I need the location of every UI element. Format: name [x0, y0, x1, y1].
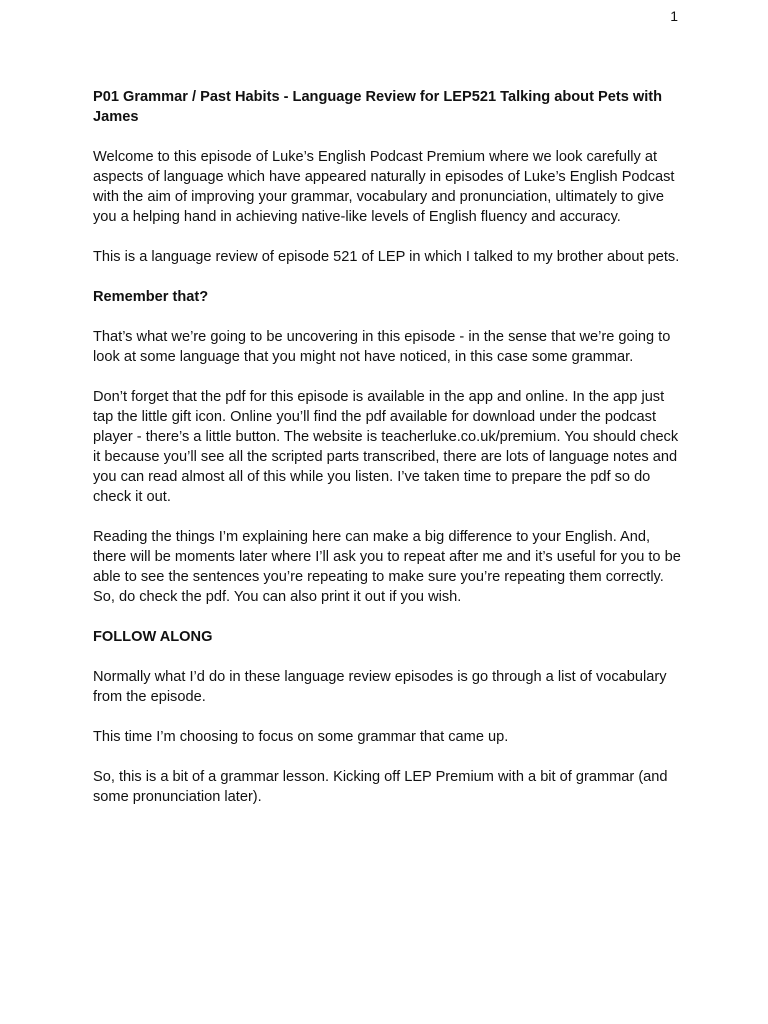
paragraph-reading: Reading the things I’m explaining here can make a big difference to your English. And, there will be moments later where I’ll ask you to repeat after me and it’s useful for you to be able to see the sentences you’re repeating to make sure you’re repeating them correctly. So, do check the pdf. You can also print it out if you wish. [93, 529, 681, 605]
paragraph-grammar-lesson: So, this is a bit of a grammar lesson. Kicking off LEP Premium with a bit of grammar (and some pronunciation later). [93, 769, 668, 805]
paragraph-episode-intro: This is a language review of episode 521 of LEP in which I talked to my brother about pets. [93, 249, 680, 265]
paragraph-pdf-info: Don’t forget that the pdf for this episode is available in the app and online. In the app just tap the little gift icon. Online you’ll find the pdf available for download under the podcast player - there’s a little button. The website is teacherluke.co.uk/premium. You should check it because you’ll see all the scripted parts transcribed, there are lots of language notes and you can read almost all of this while you listen. I’ve taken time to prepare the pdf so do check it out. [93, 389, 679, 505]
paragraph-this-time: This time I’m choosing to focus on some grammar that came up. [93, 729, 509, 745]
page-number: 1 [670, 8, 678, 24]
paragraph-uncovering: That’s what we’re going to be uncovering in this episode - in the sense that we’re going to look at some language that you might not have noticed, in this case some grammar. [93, 329, 671, 365]
document-body [93, 87, 683, 827]
paragraph-welcome: Welcome to this episode of Luke’s English Podcast Premium where we look carefully at aspects of language which have appeared naturally in episodes of Luke’s English Podcast with the aim of improving your grammar, vocabulary and pronunciation, ultimately to give you a helping hand in achieving native-like levels of English fluency and accuracy. [93, 149, 675, 225]
paragraph-normally: Normally what I’d do in these language review episodes is go through a list of vocabulary from the episode. [93, 669, 667, 705]
document-title: P01 Grammar / Past Habits - Language Review for LEP521 Talking about Pets with James [93, 89, 663, 125]
heading-follow-along: FOLLOW ALONG [93, 629, 213, 645]
heading-remember-that: Remember that? [93, 289, 209, 305]
